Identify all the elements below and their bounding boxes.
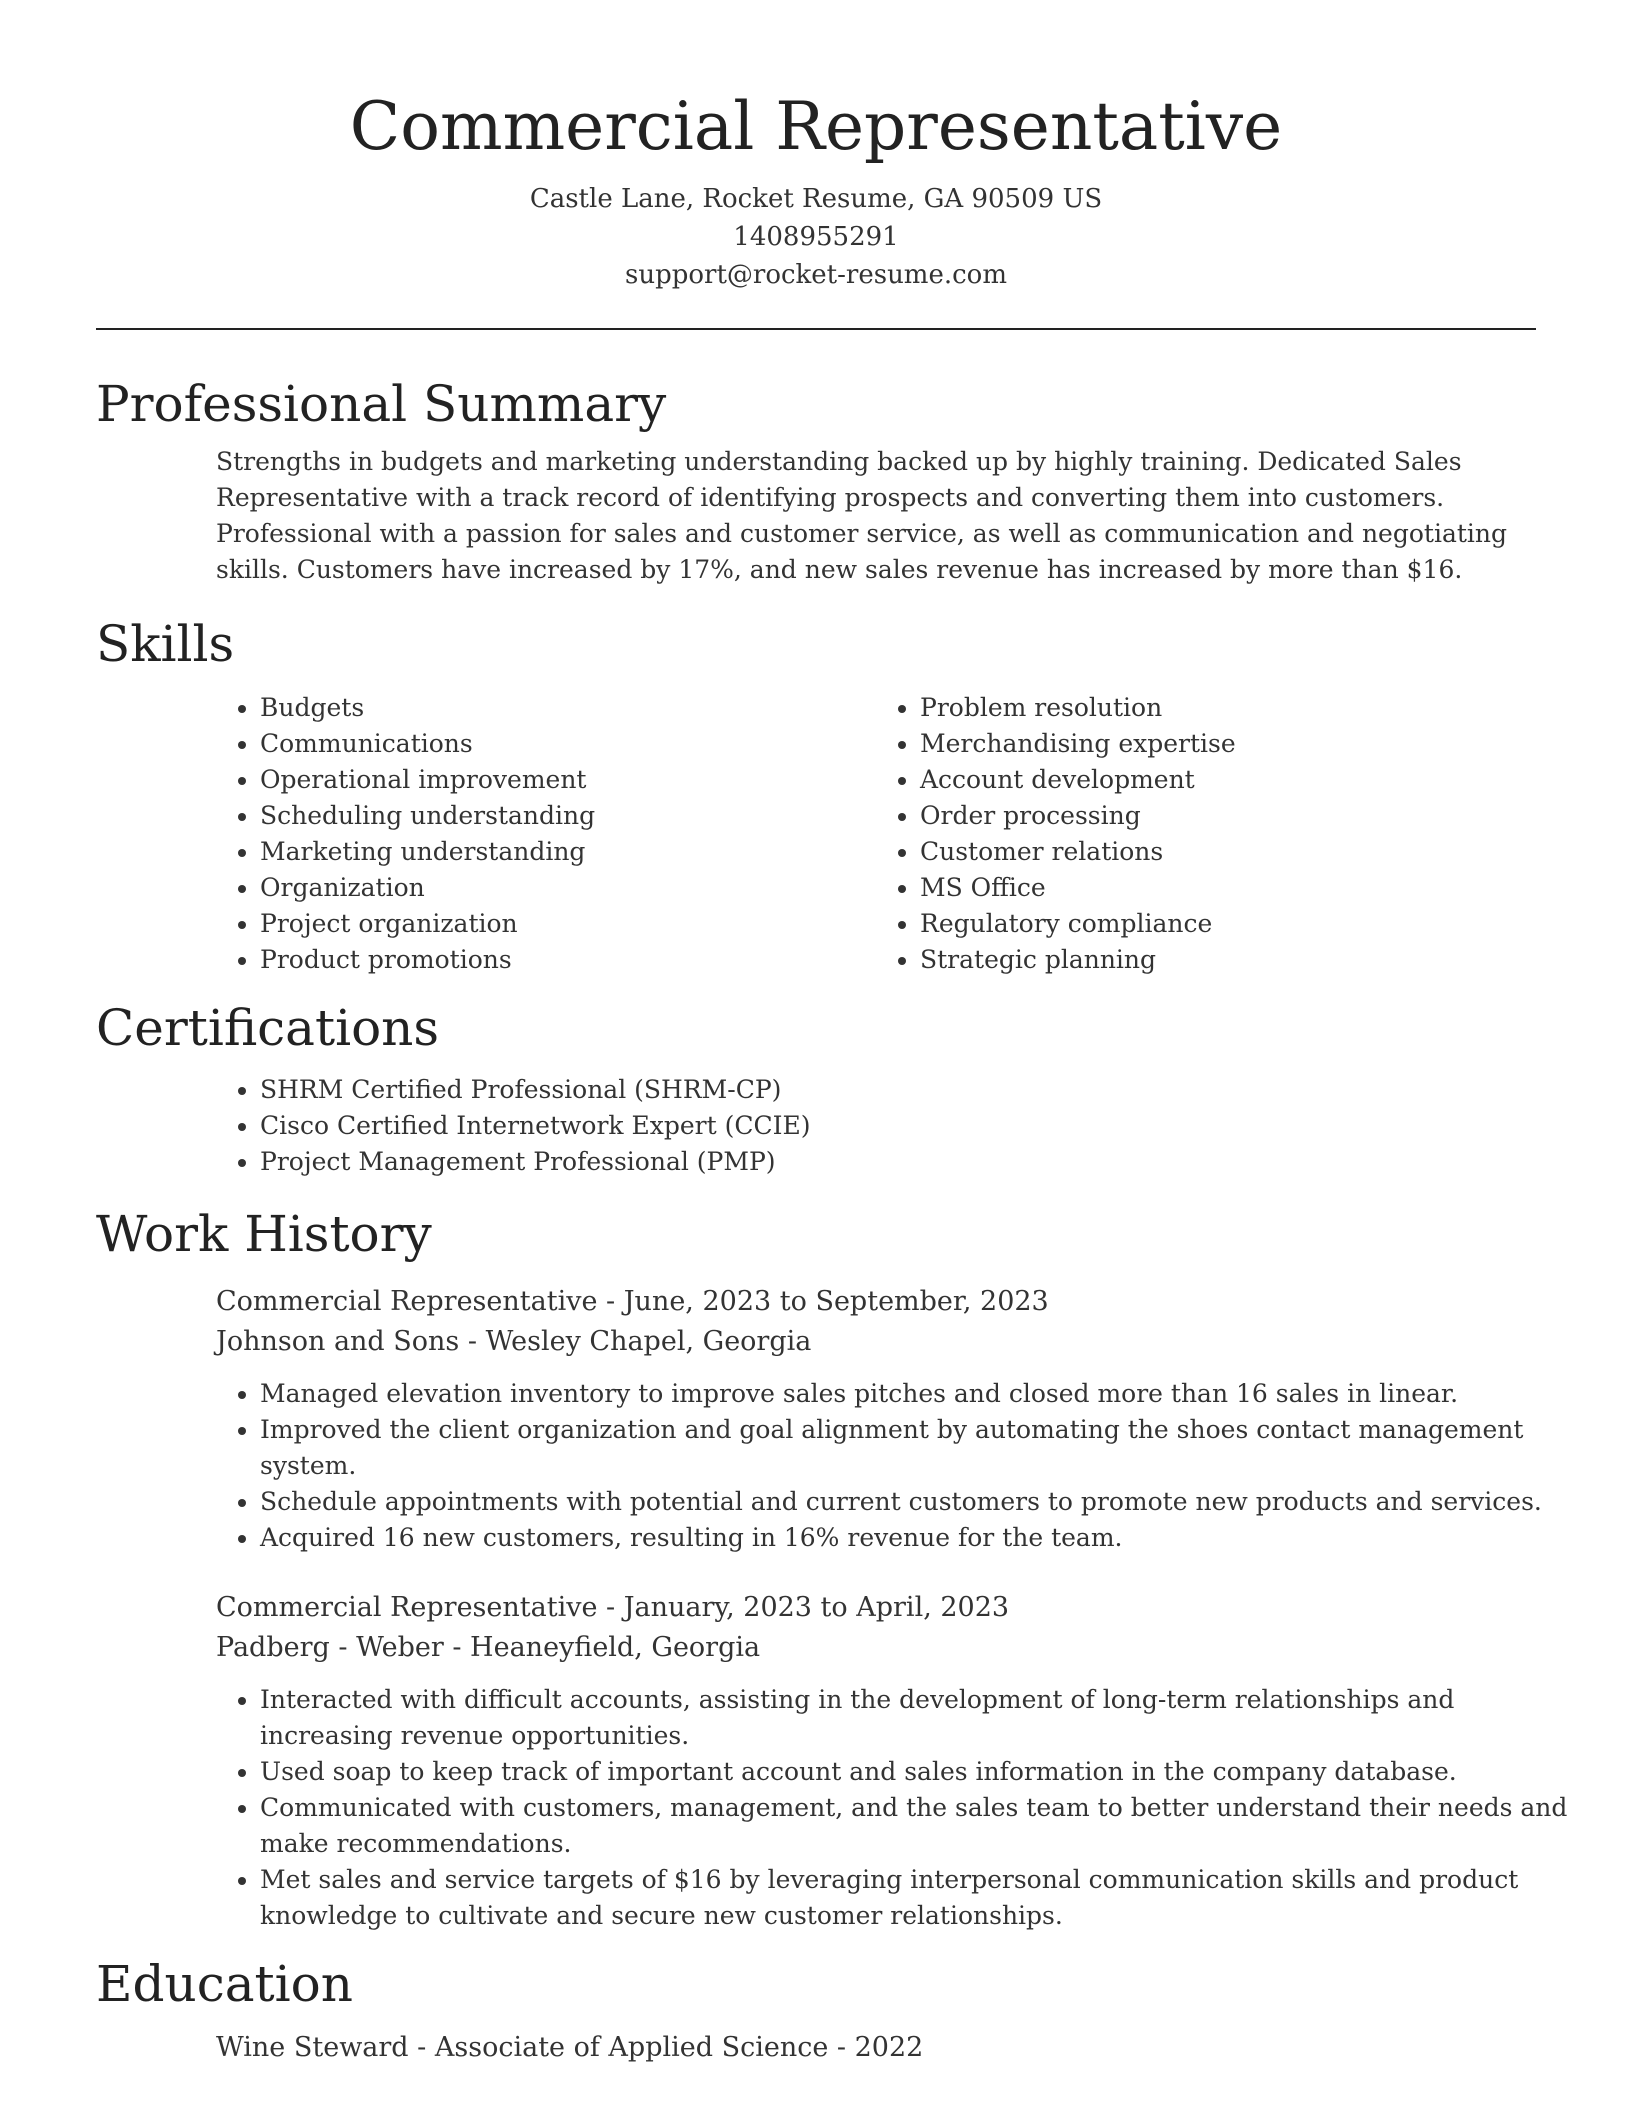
job-bullet: • Used soap to keep track of important account and sales information in the company database. (260, 1754, 1580, 1790)
job-bullet: • Schedule appointments with potential and current customers to promote new products and services. (260, 1484, 1580, 1520)
skill-item: • Product promotions (260, 942, 876, 978)
skill-item: • Budgets (260, 690, 876, 726)
header-divider (96, 328, 1536, 330)
certifications-heading: Certifications (96, 999, 440, 1057)
job-bullet: • Communicated with customers, management, and the sales team to better understand their needs and make recommendations. (260, 1790, 1580, 1862)
job-responsibilities (216, 1682, 1580, 1934)
education-heading: Education (96, 1955, 353, 2013)
skills-heading: Skills (96, 615, 235, 673)
skill-item: • Scheduling understanding (260, 798, 876, 834)
skill-item: • Organization (260, 870, 876, 906)
certification-item: • Project Management Professional (PMP) (260, 1144, 1536, 1180)
contact-phone: 1408955291 (733, 222, 899, 252)
skill-item: • Strategic planning (920, 942, 1536, 978)
job-bullet: • Managed elevation inventory to improve sales pitches and closed more than 16 sales in linear. (260, 1376, 1580, 1412)
job-title-dates: Commercial Representative - January, 2023 to April, 2023 (216, 1592, 1010, 1623)
skill-item: • Customer relations (920, 834, 1536, 870)
job-entry (216, 1282, 1542, 1556)
skill-item: • Order processing (920, 798, 1536, 834)
skills-list-right (876, 690, 1536, 978)
resume-page (96, 0, 1568, 2068)
job-bullet: • Interacted with difficult accounts, assisting in the development of long-term relationships and increasing revenue opportunities. (260, 1682, 1580, 1754)
skill-item: • Problem resolution (920, 690, 1536, 726)
job-title-dates: Commercial Representative - June, 2023 to September, 2023 (216, 1286, 1049, 1317)
skill-item: • Regulatory compliance (920, 906, 1536, 942)
skill-item: • Communications (260, 726, 876, 762)
job-company-location: Johnson and Sons - Wesley Chapel, Georgia (216, 1326, 812, 1357)
candidate-name: Commercial Representative (349, 88, 1283, 165)
job-bullet: • Acquired 16 new customers, resulting in 16% revenue for the team. (260, 1520, 1580, 1556)
skill-item: • Project organization (260, 906, 876, 942)
summary-text: Strengths in budgets and marketing understanding backed up by highly training. Dedicated Sales Representative with a track record of identifying prospects and converting them into customers. Professional with a passion for sales and customer service, as well as communication and negotiating skills. Customers have increased by 17%, and new sales revenue has increased by more than $16. (216, 447, 1508, 584)
job-bullet: • Met sales and service targets of $16 by leveraging interpersonal communication skills and product knowledge to cultivate and secure new customer relationships. (260, 1862, 1580, 1934)
contact-address: Castle Lane, Rocket Resume, GA 90509 US (529, 184, 1103, 214)
certification-item: • SHRM Certified Professional (SHRM-CP) (260, 1072, 1536, 1108)
certifications-list (216, 1072, 1536, 1180)
skill-item: • Merchandising expertise (920, 726, 1536, 762)
job-responsibilities (216, 1376, 1580, 1556)
resume-header (96, 0, 1536, 294)
certification-item: • Cisco Certified Internetwork Expert (CCIE) (260, 1108, 1536, 1144)
skill-item: • Marketing understanding (260, 834, 876, 870)
skills-columns (216, 690, 1536, 978)
education-entry: Wine Steward - Associate of Applied Science - 2022 (216, 2032, 924, 2063)
summary-heading: Professional Summary (96, 375, 667, 433)
skill-item: • Account development (920, 762, 1536, 798)
job-company-location: Padberg - Weber - Heaneyfield, Georgia (216, 1632, 761, 1663)
job-entry (216, 1588, 1568, 1934)
job-bullet: • Improved the client organization and goal alignment by automating the shoes contact management system. (260, 1412, 1580, 1484)
skill-item: • MS Office (920, 870, 1536, 906)
work-history-heading: Work History (96, 1205, 432, 1263)
skill-item: • Operational improvement (260, 762, 876, 798)
contact-email: support@rocket-resume.com (624, 260, 1007, 290)
skills-list-left (216, 690, 876, 978)
